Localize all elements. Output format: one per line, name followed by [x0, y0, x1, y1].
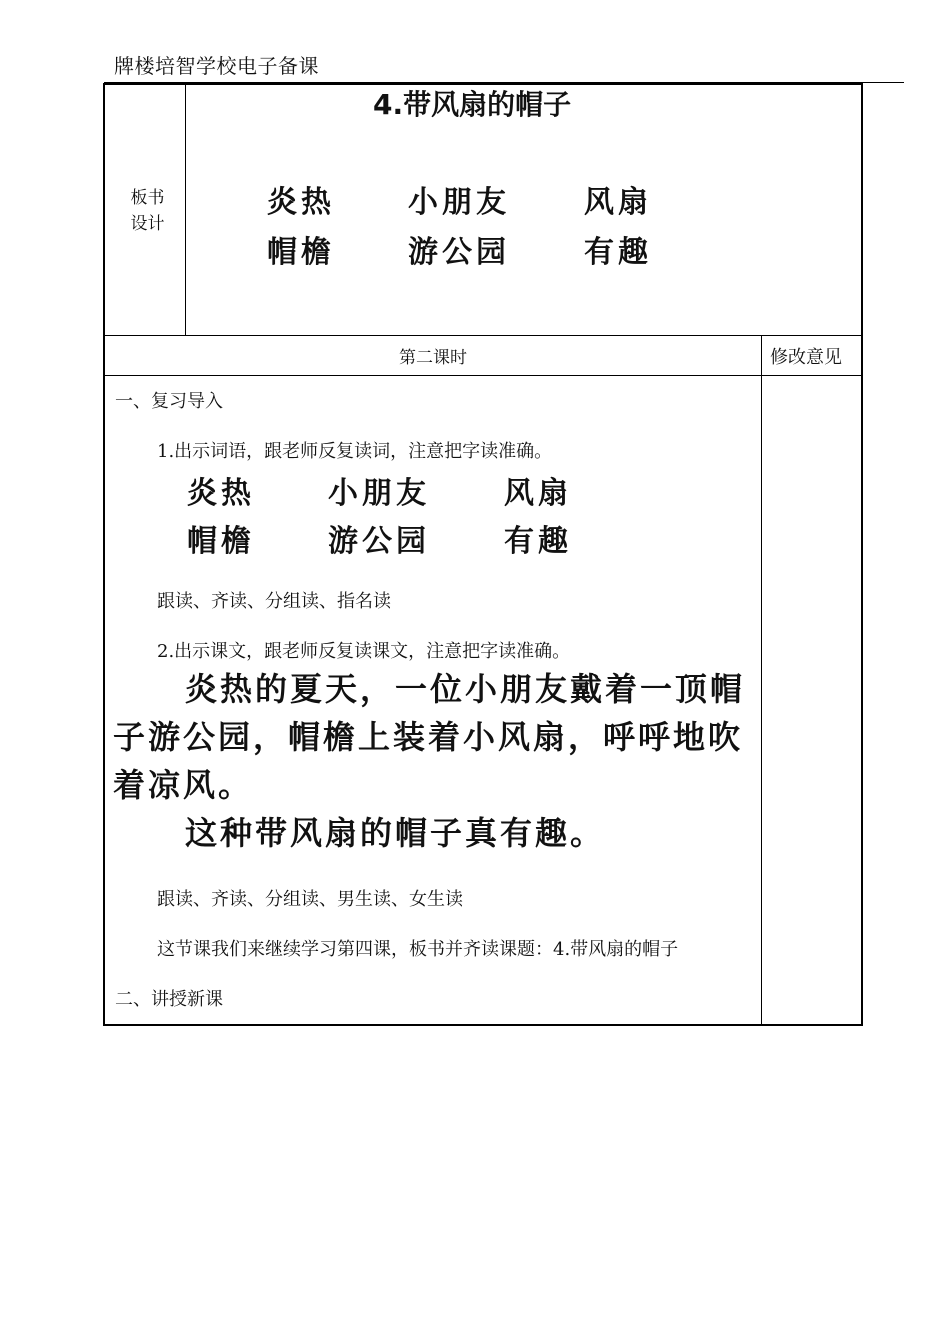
- lesson-passage: [113, 665, 753, 857]
- section-new-lesson: 二、讲授新课: [115, 989, 223, 1010]
- revision-notes-header: 修改意见: [770, 347, 842, 368]
- step-1-instruction: 1.出示词语，跟老师反复读词，注意把字读准确。: [157, 441, 553, 462]
- board-word: 有趣: [584, 235, 652, 270]
- section-review-intro: 一、复习导入: [115, 391, 223, 412]
- lesson-period-header: 第二课时: [399, 348, 467, 368]
- row-divider: [105, 375, 861, 376]
- passage-paragraph-2: 这种带风扇的帽子真有趣。: [185, 814, 606, 852]
- revision-column-divider: [761, 335, 762, 1024]
- board-title: 4.带风扇的帽子: [373, 88, 572, 121]
- board-word: 小朋友: [408, 185, 510, 220]
- board-word: 风扇: [584, 185, 652, 220]
- vocab-word: 小朋友: [328, 476, 430, 511]
- label-column-divider: [185, 85, 186, 335]
- reading-modes-2: 跟读、齐读、分组读、男生读、女生读: [157, 889, 463, 910]
- vocab-word: 游公园: [328, 524, 430, 559]
- board-word: 炎热: [267, 185, 335, 220]
- vocab-word: 帽檐: [187, 524, 255, 559]
- row-divider: [105, 335, 861, 336]
- vocab-word: 风扇: [504, 476, 572, 511]
- passage-paragraph-1: 炎热的夏天，一位小朋友戴着一顶帽子游公园，帽檐上装着小风扇，呼呼地吹着凉风。: [113, 670, 746, 804]
- board-design-label: 板书 设计: [130, 188, 165, 234]
- board-word: 帽檐: [267, 235, 335, 270]
- school-header: 牌楼培智学校电子备课: [114, 54, 319, 78]
- step-2-instruction: 2.出示课文，跟老师反复读课文，注意把字读准确。: [157, 641, 571, 662]
- board-word: 游公园: [408, 235, 510, 270]
- vocab-word: 炎热: [187, 476, 255, 511]
- reading-modes-1: 跟读、齐读、分组读、指名读: [157, 591, 391, 612]
- lesson-plan-table: [103, 83, 863, 1026]
- vocab-word: 有趣: [504, 524, 572, 559]
- continue-instruction: 这节课我们来继续学习第四课，板书并齐读课题：4.带风扇的帽子: [157, 939, 679, 960]
